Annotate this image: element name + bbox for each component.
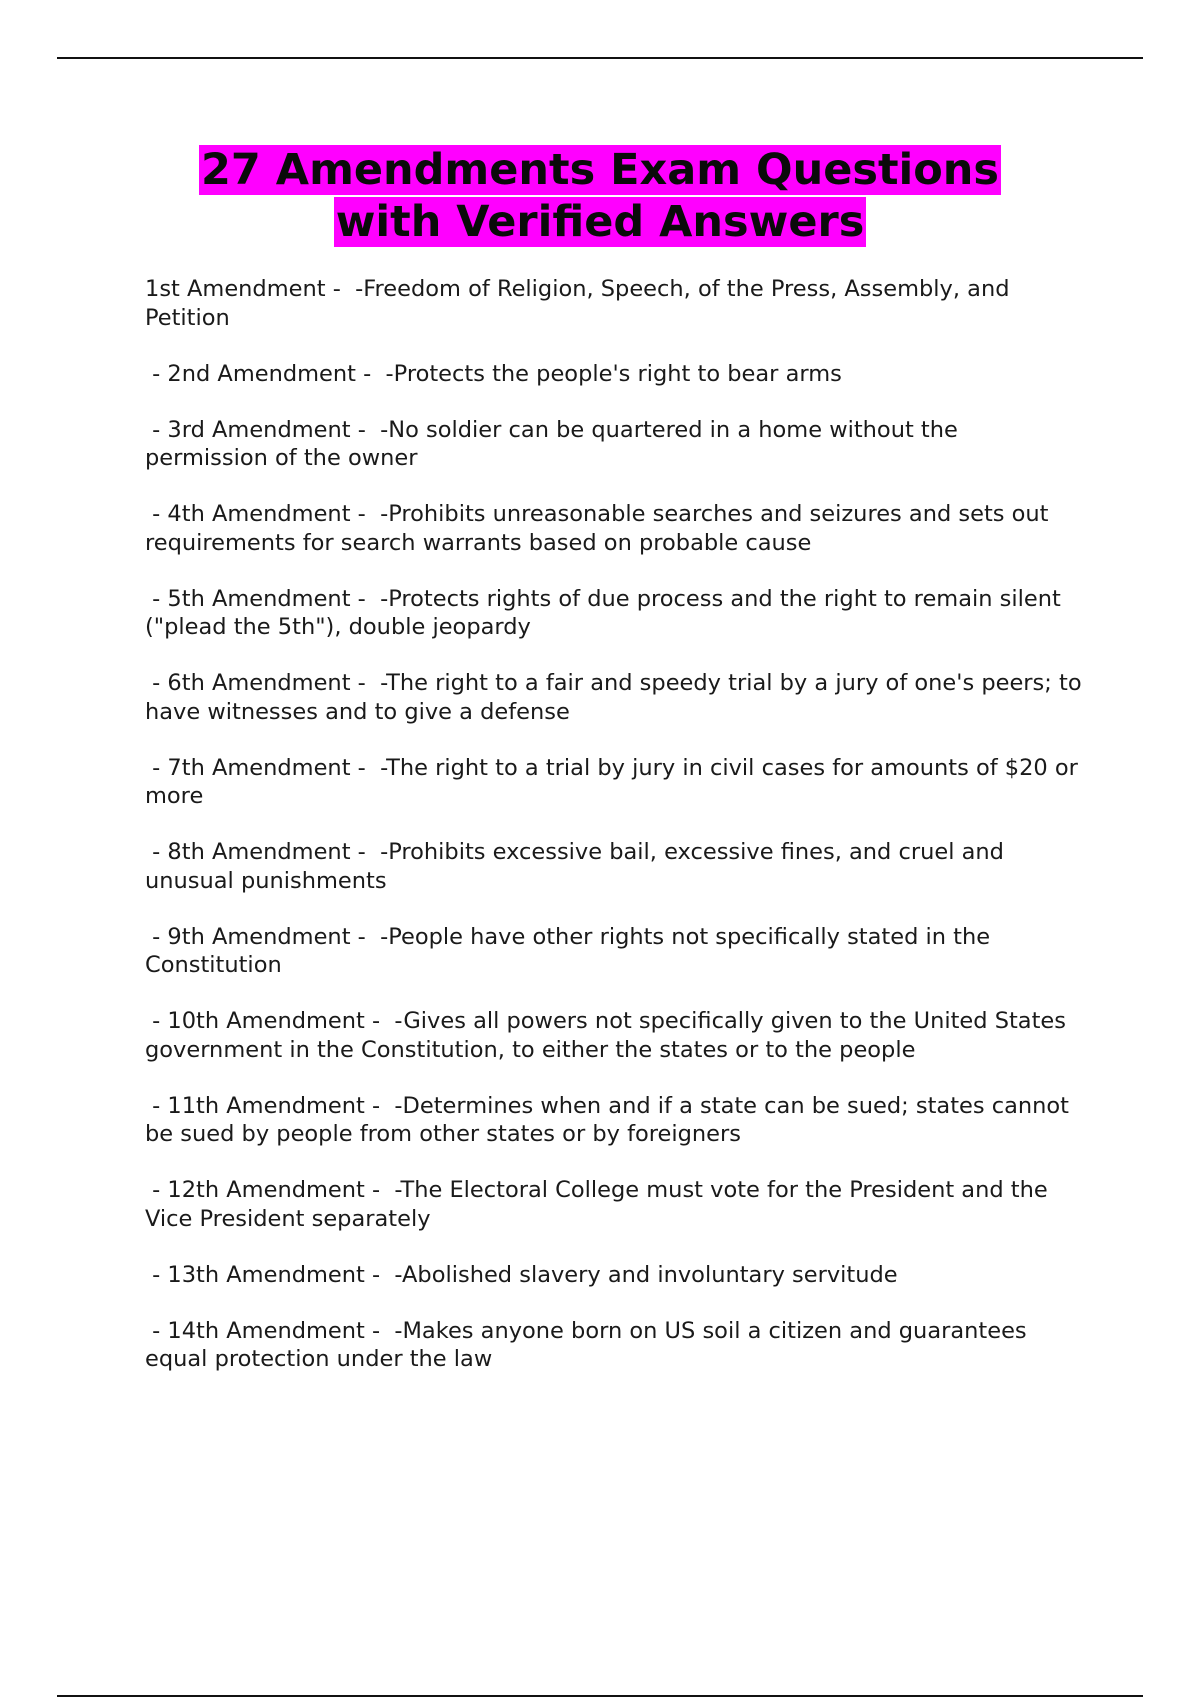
amendment-entry-11: - 11th Amendment - -Determines when and if a state can be sued; states cannot be sued by people from other states or by foreigners <box>145 1092 1077 1147</box>
amendment-list <box>145 275 1089 1401</box>
header-rule <box>57 57 1143 59</box>
amendment-entry-4: - 4th Amendment - -Prohibits unreasonable searches and seizures and sets out requirements for search warrants based on probable cause <box>145 501 1056 556</box>
amendment-entry-6: - 6th Amendment - -The right to a fair and speedy trial by a jury of one's peers; to have witnesses and to give a defense <box>145 670 1089 725</box>
amendment-entry-2: - 2nd Amendment - -Protects the people's right to bear arms <box>145 360 842 387</box>
title-line-1: 27 Amendments Exam Questions <box>200 145 1000 195</box>
amendment-entry-3: - 3rd Amendment - -No soldier can be quartered in a home without the permission of the owner <box>145 416 966 471</box>
page-title <box>0 144 1200 248</box>
amendment-entry-10: - 10th Amendment - -Gives all powers not specifically given to the United States government in the Constitution, to either the states or to the people <box>145 1008 1074 1063</box>
amendment-entry-14: - 14th Amendment - -Makes anyone born on US soil a citizen and guarantees equal protection under the law <box>145 1317 1034 1372</box>
amendment-entry-9: - 9th Amendment - -People have other rights not specifically stated in the Constitution <box>145 923 998 978</box>
amendment-entry-8: - 8th Amendment - -Prohibits excessive bail, excessive fines, and cruel and unusual punishments <box>145 839 1012 894</box>
amendment-entry-7: - 7th Amendment - -The right to a trial by jury in civil cases for amounts of $20 or more <box>145 754 1086 809</box>
amendment-entry-5: - 5th Amendment - -Protects rights of due process and the right to remain silent ("plead the 5th"), double jeopardy <box>145 585 1068 640</box>
amendment-entry-1: 1st Amendment - -Freedom of Religion, Speech, of the Press, Assembly, and Petition <box>145 276 1017 331</box>
footer-rule <box>57 1695 1143 1697</box>
amendment-entry-12: - 12th Amendment - -The Electoral College must vote for the President and the Vice President separately <box>145 1177 1055 1232</box>
amendment-entry-13: - 13th Amendment - -Abolished slavery and involuntary servitude <box>145 1261 898 1288</box>
title-line-2: with Verified Answers <box>335 197 865 247</box>
